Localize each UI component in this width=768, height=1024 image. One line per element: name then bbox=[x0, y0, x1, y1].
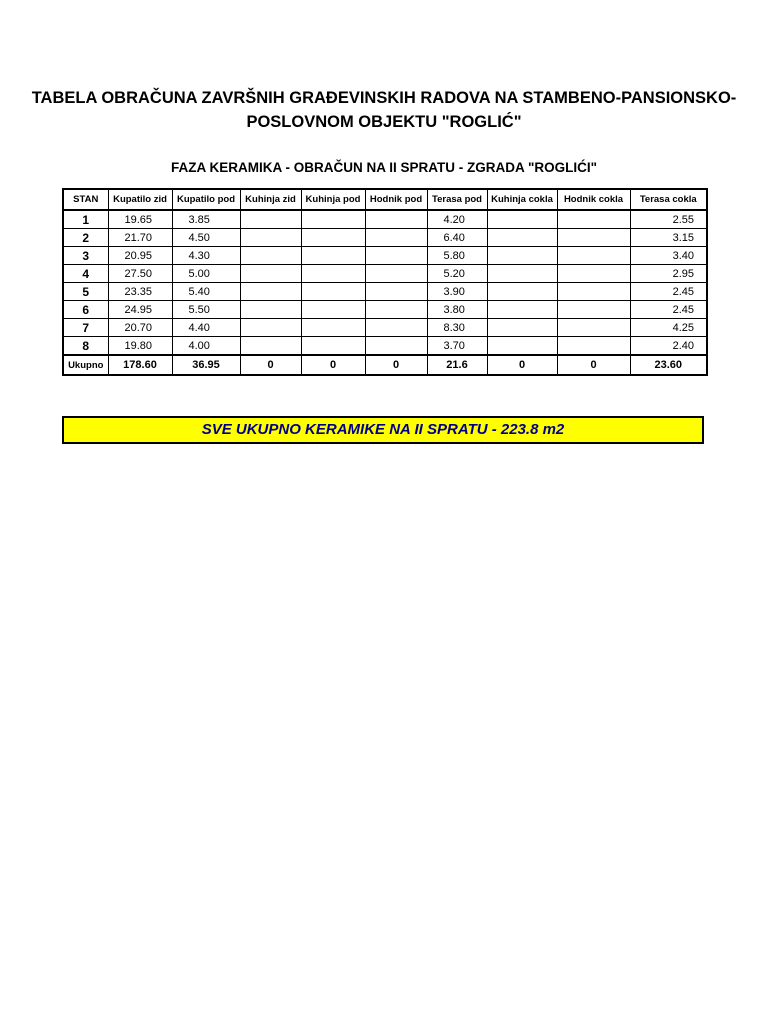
table-total-row bbox=[63, 355, 707, 375]
total-label: Ukupno bbox=[63, 355, 108, 375]
total-kuhinja-zid: 0 bbox=[240, 355, 301, 375]
cell-kupatilo-zid: 24.95 bbox=[108, 301, 172, 319]
cell-terasa-pod: 4.20 bbox=[427, 210, 487, 229]
cell-terasa-cokla: 2.40 bbox=[630, 337, 707, 356]
cell-hodnik-cokla bbox=[557, 319, 630, 337]
cell-kupatilo-zid: 20.95 bbox=[108, 247, 172, 265]
cell-stan: 2 bbox=[63, 229, 108, 247]
cell-hodnik-cokla bbox=[557, 210, 630, 229]
header-cell-terasa-cokla: Terasa cokla bbox=[630, 189, 707, 210]
cell-hodnik-cokla bbox=[557, 337, 630, 356]
total-terasa-cokla: 23.60 bbox=[630, 355, 707, 375]
cell-kupatilo-zid: 19.80 bbox=[108, 337, 172, 356]
cell-kuhinja-pod bbox=[301, 229, 365, 247]
header-cell-hodnik-pod: Hodnik pod bbox=[365, 189, 427, 210]
cell-stan: 4 bbox=[63, 265, 108, 283]
cell-kuhinja-pod bbox=[301, 301, 365, 319]
cell-kuhinja-cokla bbox=[487, 247, 557, 265]
cell-kuhinja-zid bbox=[240, 229, 301, 247]
cell-stan: 7 bbox=[63, 319, 108, 337]
cell-kupatilo-zid: 19.65 bbox=[108, 210, 172, 229]
cell-kuhinja-zid bbox=[240, 265, 301, 283]
cell-kuhinja-cokla bbox=[487, 283, 557, 301]
cell-stan: 3 bbox=[63, 247, 108, 265]
table-row bbox=[63, 210, 707, 229]
cell-kupatilo-pod: 4.30 bbox=[172, 247, 240, 265]
cell-kupatilo-pod: 3.85 bbox=[172, 210, 240, 229]
total-kupatilo-zid: 178.60 bbox=[108, 355, 172, 375]
cell-kuhinja-pod bbox=[301, 210, 365, 229]
cell-hodnik-pod bbox=[365, 319, 427, 337]
cell-kuhinja-pod bbox=[301, 319, 365, 337]
document-title-line-2: POSLOVNOM OBJEKTU "ROGLIĆ" bbox=[246, 113, 522, 131]
cell-terasa-cokla: 3.15 bbox=[630, 229, 707, 247]
cell-kuhinja-zid bbox=[240, 301, 301, 319]
total-terasa-pod: 21.6 bbox=[427, 355, 487, 375]
total-hodnik-cokla: 0 bbox=[557, 355, 630, 375]
cell-kuhinja-pod bbox=[301, 337, 365, 356]
cell-kuhinja-zid bbox=[240, 337, 301, 356]
cell-terasa-pod: 3.70 bbox=[427, 337, 487, 356]
cell-stan: 8 bbox=[63, 337, 108, 356]
document-title bbox=[20, 86, 748, 134]
cell-kuhinja-cokla bbox=[487, 319, 557, 337]
cell-stan: 5 bbox=[63, 283, 108, 301]
cell-kuhinja-cokla bbox=[487, 210, 557, 229]
total-kupatilo-pod: 36.95 bbox=[172, 355, 240, 375]
cell-hodnik-pod bbox=[365, 283, 427, 301]
document-title-line-1: TABELA OBRAČUNA ZAVRŠNIH GRAĐEVINSKIH RADOVA NA STAMBENO-PANSIONSKO- bbox=[31, 89, 737, 107]
cell-stan: 1 bbox=[63, 210, 108, 229]
header-cell-kupatilo-zid: Kupatilo zid bbox=[108, 189, 172, 210]
cell-kuhinja-cokla bbox=[487, 229, 557, 247]
cell-kupatilo-pod: 4.40 bbox=[172, 319, 240, 337]
cell-kuhinja-pod bbox=[301, 265, 365, 283]
table-header-row bbox=[63, 189, 707, 210]
cell-kuhinja-cokla bbox=[487, 265, 557, 283]
cell-terasa-cokla: 2.95 bbox=[630, 265, 707, 283]
cell-terasa-pod: 3.90 bbox=[427, 283, 487, 301]
cell-kuhinja-pod bbox=[301, 283, 365, 301]
header-cell-kupatilo-pod: Kupatilo pod bbox=[172, 189, 240, 210]
cell-kupatilo-zid: 20.70 bbox=[108, 319, 172, 337]
cell-stan: 6 bbox=[63, 301, 108, 319]
cell-kupatilo-pod: 5.50 bbox=[172, 301, 240, 319]
cell-kuhinja-pod bbox=[301, 247, 365, 265]
cell-kuhinja-zid bbox=[240, 247, 301, 265]
cell-terasa-cokla: 2.55 bbox=[630, 210, 707, 229]
cell-kupatilo-zid: 23.35 bbox=[108, 283, 172, 301]
cell-terasa-pod: 6.40 bbox=[427, 229, 487, 247]
cell-terasa-pod: 5.20 bbox=[427, 265, 487, 283]
table-row bbox=[63, 247, 707, 265]
cell-kupatilo-zid: 21.70 bbox=[108, 229, 172, 247]
cell-kuhinja-cokla bbox=[487, 301, 557, 319]
cell-terasa-cokla: 4.25 bbox=[630, 319, 707, 337]
cell-terasa-pod: 3.80 bbox=[427, 301, 487, 319]
table-row bbox=[63, 283, 707, 301]
table-row bbox=[63, 301, 707, 319]
cell-hodnik-pod bbox=[365, 265, 427, 283]
table-row bbox=[63, 265, 707, 283]
cell-terasa-cokla: 2.45 bbox=[630, 301, 707, 319]
grand-total-banner: SVE UKUPNO KERAMIKE NA II SPRATU - 223.8 m2 bbox=[62, 416, 704, 444]
cell-terasa-pod: 5.80 bbox=[427, 247, 487, 265]
cell-hodnik-pod bbox=[365, 247, 427, 265]
cell-kupatilo-zid: 27.50 bbox=[108, 265, 172, 283]
table-row bbox=[63, 337, 707, 356]
cell-hodnik-cokla bbox=[557, 265, 630, 283]
header-cell-terasa-pod: Terasa pod bbox=[427, 189, 487, 210]
document-subtitle: FAZA KERAMIKA - OBRAČUN NA II SPRATU - ZGRADA "ROGLIĆI" bbox=[170, 160, 598, 175]
total-kuhinja-pod: 0 bbox=[301, 355, 365, 375]
header-cell-kuhinja-zid: Kuhinja zid bbox=[240, 189, 301, 210]
cell-hodnik-cokla bbox=[557, 247, 630, 265]
cell-hodnik-cokla bbox=[557, 301, 630, 319]
cell-hodnik-pod bbox=[365, 210, 427, 229]
cell-hodnik-pod bbox=[365, 337, 427, 356]
cell-kuhinja-zid bbox=[240, 210, 301, 229]
header-cell-kuhinja-pod: Kuhinja pod bbox=[301, 189, 365, 210]
cell-kupatilo-pod: 4.50 bbox=[172, 229, 240, 247]
cell-kupatilo-pod: 5.00 bbox=[172, 265, 240, 283]
total-kuhinja-cokla: 0 bbox=[487, 355, 557, 375]
table-row bbox=[63, 229, 707, 247]
cell-kuhinja-cokla bbox=[487, 337, 557, 356]
cell-kupatilo-pod: 5.40 bbox=[172, 283, 240, 301]
cell-hodnik-cokla bbox=[557, 229, 630, 247]
cell-kupatilo-pod: 4.00 bbox=[172, 337, 240, 356]
ceramics-table bbox=[62, 188, 708, 376]
header-cell-hodnik-cokla: Hodnik cokla bbox=[557, 189, 630, 210]
total-hodnik-pod: 0 bbox=[365, 355, 427, 375]
cell-terasa-cokla: 2.45 bbox=[630, 283, 707, 301]
header-cell-kuhinja-cokla: Kuhinja cokla bbox=[487, 189, 557, 210]
cell-hodnik-cokla bbox=[557, 283, 630, 301]
cell-terasa-cokla: 3.40 bbox=[630, 247, 707, 265]
table-row bbox=[63, 319, 707, 337]
cell-hodnik-pod bbox=[365, 301, 427, 319]
cell-hodnik-pod bbox=[365, 229, 427, 247]
cell-kuhinja-zid bbox=[240, 319, 301, 337]
cell-terasa-pod: 8.30 bbox=[427, 319, 487, 337]
cell-kuhinja-zid bbox=[240, 283, 301, 301]
header-cell-stan: STAN bbox=[63, 189, 108, 210]
